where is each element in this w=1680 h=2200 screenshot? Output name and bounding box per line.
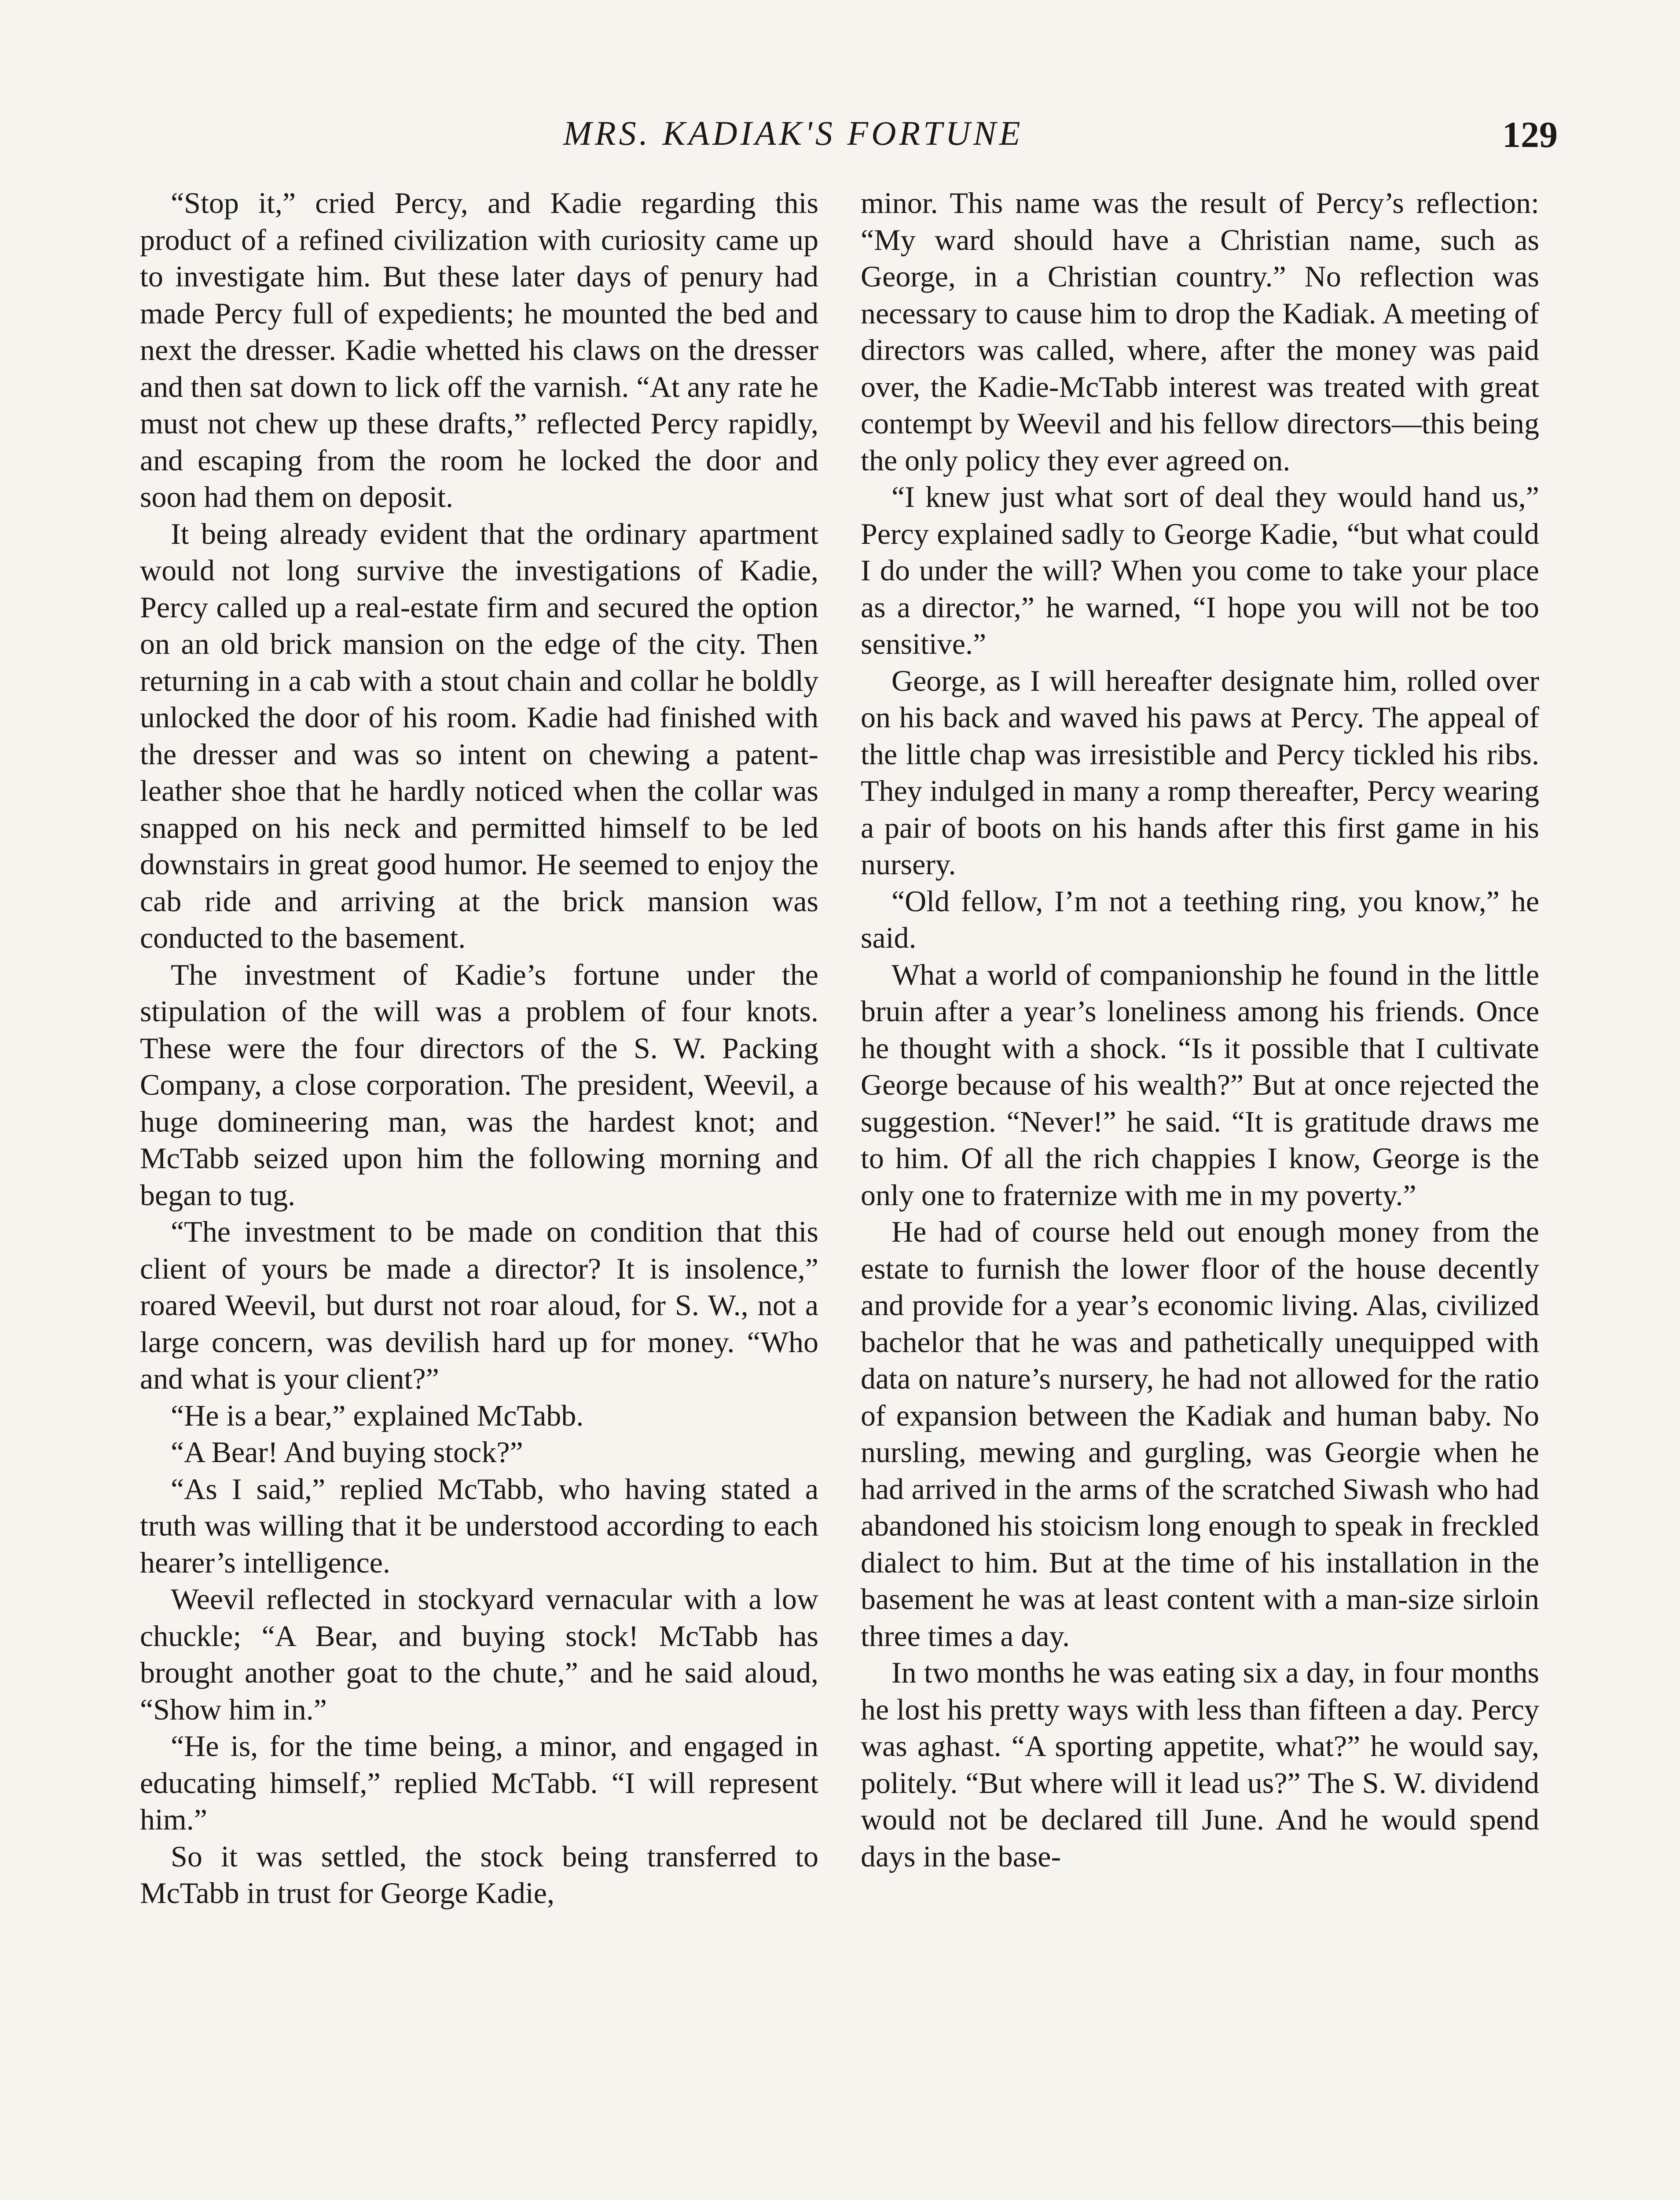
paragraph: “Stop it,” cried Percy, and Kadie regarding this product of a refined civilization with curiosity came up to investigate him. But these later days of penury had made Percy full of expedients; he mounted the bed and next the dresser. Kadie whetted his claws on the dresser and then sat down to lick off the varnish. “At any rate he must not chew up these drafts,” reflected Percy rapidly, and escaping from the room he locked the door and soon had them on deposit. <box>140 186 818 513</box>
paragraph: He had of course held out enough money from the estate to furnish the lower floor of the house decently and provide for a year’s economic living. Alas, civilized bachelor that he was and pathetically unequipped with data on nature’s nursery, he had not allowed for the ratio of expansion between the Kadiak and human baby. No nursling, mewing and gurgling, was Georgie when he had arrived in the arms of the scratched Siwash who had abandoned his stoicism long enough to speak in freckled dialect to him. But at the time of his installation in the basement he was at least content with a man-size sirloin three times a day. <box>861 1215 1539 1653</box>
paragraph: “The investment to be made on condition that this client of yours be made a director? It is insolence,” roared Weevil, but durst not roar aloud, for S. W., not a large concern, was devilish hard up for money. “Who and what is your client?” <box>140 1215 818 1395</box>
paragraph: George, as I will hereafter designate him, rolled over on his back and waved his paws at Percy. The appeal of the little chap was irresistible and Percy tickled his ribs. They indulged in many a romp thereafter, Percy wearing a pair of boots on his hands after this first game in his nursery. <box>861 664 1539 881</box>
paragraph: “As I said,” replied McTabb, who having stated a truth was willing that it be understood according to each hearer’s intelligence. <box>140 1472 818 1579</box>
page-number: 129 <box>1502 114 1558 155</box>
left-column <box>140 185 818 2200</box>
paragraph: “He is, for the time being, a minor, and engaged in educating himself,” replied McTabb. “I will represent him.” <box>140 1729 818 1836</box>
paragraph: “I knew just what sort of deal they would hand us,” Percy explained sadly to George Kadie, “but what could I do under the will? When you come to take your place as a director,” he warned, “I hope you will not be too sensitive.” <box>861 480 1539 660</box>
page-header <box>563 114 1558 162</box>
paragraph: “He is a bear,” explained McTabb. <box>171 1398 584 1432</box>
paragraph: So it was settled, the stock being transferred to McTabb in trust for George Kadie, <box>140 1839 818 1910</box>
text-columns <box>140 185 1557 2200</box>
paragraph: “Old fellow, I’m not a teething ring, you know,” he said. <box>861 884 1539 954</box>
paragraph: What a world of companionship he found in the little bruin after a year’s loneliness among his friends. Once he thought with a shock. “Is it possible that I cultivate George because of his wealth?” But at once rejected the suggestion. “Never!” he said. “It is gratitude draws me to him. Of all the rich chappies I know, George is the only one to fraternize with me in my poverty.” <box>861 957 1539 1212</box>
paragraph: It being already evident that the ordinary apartment would not long survive the investigations of Kadie, Percy called up a real-estate firm and secured the option on an old brick mansion on the edge of the city. Then returning in a cab with a stout chain and collar he boldly unlocked the door of his room. Kadie had finished with the dresser and was so intent on chewing a patent-leather shoe that he hardly noticed when the collar was snapped on his neck and permitted himself to be led downstairs in great good humor. He seemed to enjoy the cab ride and arriving at the brick mansion was conducted to the basement. <box>140 517 818 954</box>
paragraph: “A Bear! And buying stock?” <box>171 1435 523 1469</box>
paragraph: In two months he was eating six a day, in four months he lost his pretty ways with less than fifteen a day. Percy was aghast. “A sporting appetite, what?” he would say, politely. “But where will it lead us?” The S. W. dividend would not be declared till June. And he would spend days in the base- <box>861 1656 1539 1873</box>
paragraph: minor. This name was the result of Percy’s reflection: “My ward should have a Christian name, such as George, in a Christian country.” No reflection was necessary to cause him to drop the Kadiak. A meeting of directors was called, where, after the money was paid over, the Kadie-McTabb interest was treated with great contempt by Weevil and his fellow directors—this being the only policy they ever agreed on. <box>861 186 1539 477</box>
right-column <box>861 185 1539 2200</box>
paragraph: Weevil reflected in stockyard vernacular with a low chuckle; “A Bear, and buying stock! McTabb has brought another goat to the chute,” and he said aloud, “Show him in.” <box>140 1582 818 1726</box>
paragraph: The investment of Kadie’s fortune under the stipulation of the will was a problem of four knots. These were the four directors of the S. W. Packing Company, a close corporation. The president, Weevil, a huge domineering man, was the hardest knot; and McTabb seized upon him the following morning and began to tug. <box>140 957 818 1212</box>
running-title: MRS. KADIAK'S FORTUNE <box>563 114 1023 152</box>
